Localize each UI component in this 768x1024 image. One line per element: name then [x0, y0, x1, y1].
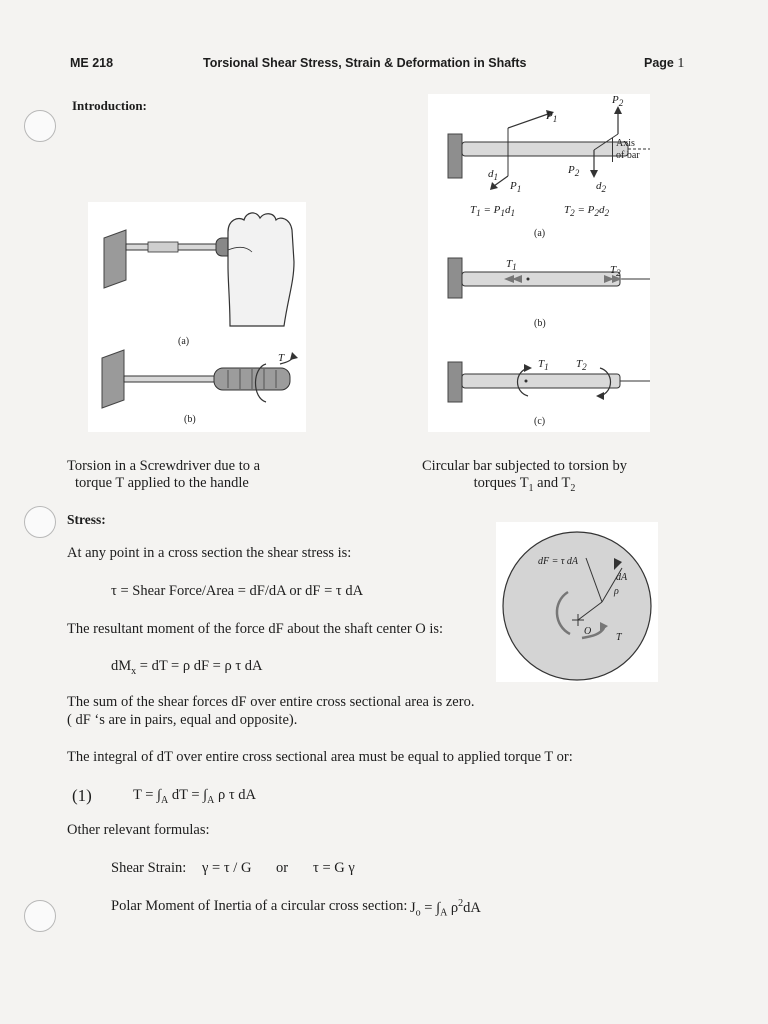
torque-t1-equation: $T_1 = P_1d_1$ [470, 204, 516, 219]
force-p2-lower-label: $P_2$ [568, 164, 580, 179]
body-equation-moment: $dM_x$ = dT = ρ dF = ρ τ dA [111, 658, 263, 677]
screwdriver-caption: Torsion in a Screwdriver due to a torque T applied to the handle [67, 458, 261, 491]
bar-label-b: (b) [534, 318, 546, 329]
cross-section-figure [496, 522, 658, 682]
da-label: dA [616, 572, 628, 583]
bar-b-t1-label: $T_1$ [506, 258, 517, 273]
force-p1-lower-label: $P_1$ [510, 180, 522, 195]
body-equation-shear-force: τ = Shear Force/Area = dF/dA or dF = τ dA [111, 583, 364, 599]
shear-strain-equation-2: τ = G γ [313, 860, 355, 876]
df-label: dF = τ dA [538, 556, 579, 567]
introduction-heading: Introduction: [72, 98, 147, 113]
page-number: 1 [677, 56, 685, 71]
rho-label: ρ [614, 586, 619, 597]
bar-caption: Circular bar subjected to torsion by torques $T_1$ and $T_2$ [422, 458, 627, 494]
bar-c-t2-label: $T_2$ [576, 358, 587, 373]
screwdriver-drawing [88, 202, 306, 432]
body-line-pairs: ( dF ‘s are in pairs, equal and opposite). [67, 712, 298, 728]
binder-hole-top [24, 110, 56, 142]
body-line-integral: The integral of dT over entire cross sectional area must be equal to applied torque T or: [67, 749, 573, 765]
bar-label-a: (a) [534, 228, 546, 239]
binder-hole-middle [24, 506, 56, 538]
bar-torsion-figure [428, 94, 650, 432]
stress-heading: Stress: [67, 512, 106, 527]
bar-c-t1-label: $T_1$ [538, 358, 549, 373]
torque-t-label: T [616, 632, 622, 643]
page-indicator [644, 56, 684, 72]
page-label: Page [644, 56, 674, 70]
shear-strain-equation-1: γ = τ / G [202, 860, 252, 876]
document-title: Torsional Shear Stress, Strain & Deformation in Shafts [203, 56, 527, 70]
screwdriver-label-b: (b) [184, 414, 196, 425]
polar-moment-equation: $J_o = \int_A$ $\rho^2dA$ [410, 898, 481, 919]
body-line-shear-stress-intro: At any point in a cross section the shear stress is: [67, 545, 352, 561]
equation-torque-integral: $T = \int_A$ dT = $\int_A$ ρ τ dA [133, 787, 257, 806]
center-o-label: O [584, 626, 592, 637]
course-code: ME 218 [70, 56, 114, 70]
equation-number: (1) [72, 786, 92, 805]
cross-section-drawing [496, 522, 658, 682]
screwdriver-figure [88, 202, 306, 432]
axis-label: Axis of bar [612, 138, 640, 162]
bar-b-t2-label: $T_2$ [610, 264, 621, 279]
body-line-other-formulas: Other relevant formulas: [67, 822, 210, 838]
screwdriver-label-a: (a) [178, 336, 190, 347]
bar-label-c: (c) [534, 416, 546, 427]
binder-hole-bottom [24, 900, 56, 932]
polar-moment-label: Polar Moment of Inertia of a circular cross section: [111, 898, 408, 914]
arm-d2-label: $d_2$ [596, 180, 607, 195]
force-p2-label-top: $P_2$ [612, 94, 624, 109]
torque-t2-equation: $T_2 = P_2d_2$ [564, 204, 610, 219]
body-line-sum-shear: The sum of the shear forces dF over entire cross sectional area is zero. [67, 694, 475, 710]
screwdriver-torque-label: T [278, 352, 285, 364]
body-line-resultant-moment: The resultant moment of the force dF about the shaft center O is: [67, 621, 444, 637]
force-p1-label: $P_1$ [546, 110, 558, 125]
arm-d1-label: $d_1$ [488, 168, 499, 183]
shear-strain-label: Shear Strain: [111, 860, 187, 876]
shear-strain-or: or [276, 860, 289, 876]
